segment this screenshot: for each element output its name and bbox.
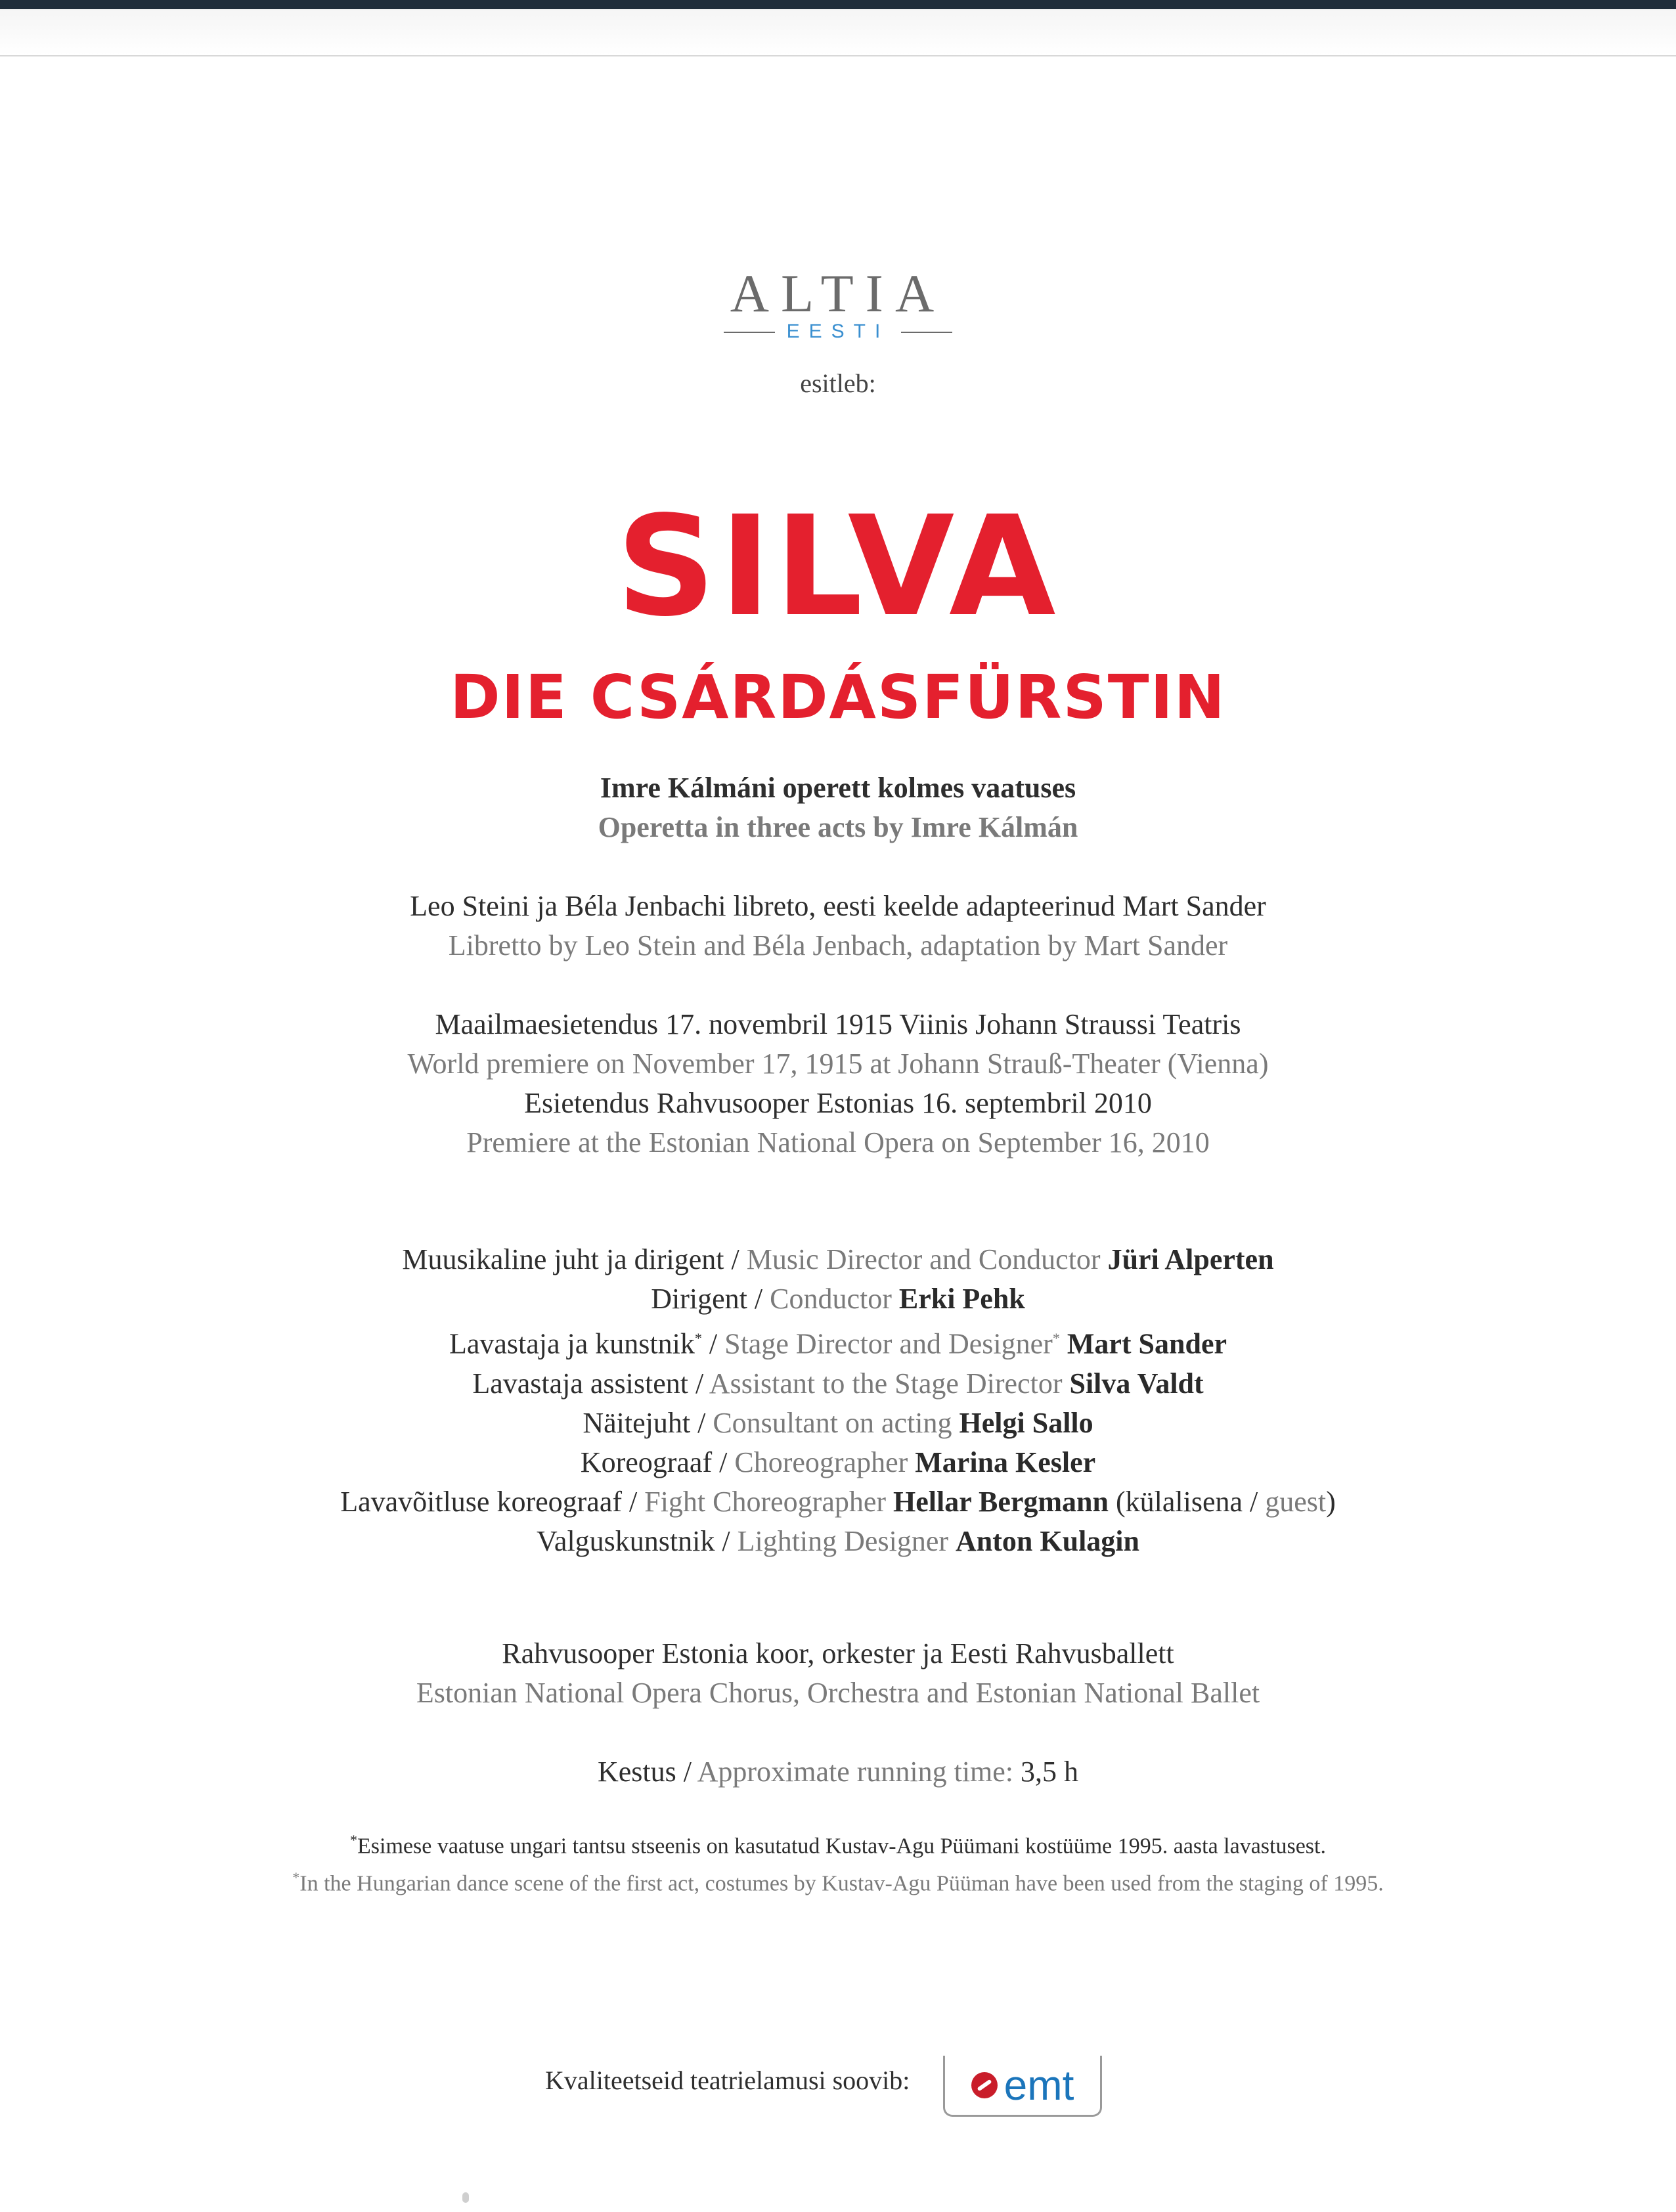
separator: / (719, 1446, 728, 1478)
credit-role-et: Dirigent (651, 1283, 747, 1315)
credit-name: Hellar Bergmann (893, 1485, 1109, 1518)
premiere-block (0, 1005, 1676, 1162)
credits-list (0, 1240, 1676, 1561)
credit-name: Jüri Alperten (1107, 1243, 1274, 1275)
credit-role-en: Fight Choreographer (644, 1485, 887, 1518)
altia-logo-name: ALTIA (730, 263, 946, 323)
local-premiere-en: Premiere at the Estonian National Opera on September 16, 2010 (466, 1126, 1210, 1159)
emt-ladybug-icon (971, 2072, 998, 2098)
footnote-mark: * (694, 1330, 702, 1346)
credit-role-et: Valguskunstnik (537, 1524, 715, 1557)
separator: / (709, 1327, 718, 1360)
credit-role-et: Lavastaja assistent (472, 1367, 688, 1400)
footnotes-block (0, 1825, 1676, 1900)
page-title: SILVA (616, 486, 1060, 647)
separator: / (629, 1485, 638, 1518)
credit-role-et: Lavavõitluse koreograaf (340, 1485, 622, 1518)
guest-open: ( (1115, 1485, 1126, 1518)
altia-logo-sub-text: EESTI (786, 321, 890, 342)
credit-row (0, 1319, 1676, 1364)
credit-row (0, 1482, 1676, 1522)
altia-rule-left (724, 332, 775, 333)
intro-et: Imre Kálmáni operett kolmes vaatuses (600, 772, 1076, 804)
credit-role-en: Conductor (770, 1283, 892, 1315)
footnote-en: In the Hungarian dance scene of the first act, costumes by Kustav-Agu Püüman have been used from the staging of 1995. (299, 1871, 1384, 1896)
credit-role-en: Consultant on acting (713, 1406, 952, 1439)
credit-role-en: Assistant to the Stage Director (709, 1367, 1063, 1400)
credit-name: Marina Kesler (915, 1446, 1096, 1478)
forces-et: Rahvusooper Estonia koor, orkester ja Eesti Rahvusballett (502, 1637, 1174, 1670)
footnote-mark: * (350, 1832, 358, 1848)
local-premiere-et: Esietendus Rahvusooper Estonias 16. septembril 2010 (524, 1087, 1152, 1119)
credit-role-et: Lavastaja ja kunstnik (449, 1327, 695, 1360)
page-subtitle: DIE CSÁRDÁSFÜRSTIN (450, 662, 1226, 732)
guest-et: külalisena (1125, 1485, 1243, 1518)
credit-row (0, 1279, 1676, 1319)
separator: / (697, 1406, 706, 1439)
credit-row (0, 1443, 1676, 1482)
footnote-et: Esimese vaatuse ungari tantsu stseenis on kasutatud Kustav-Agu Püümani kostüüme 1995. aasta lavastusest. (357, 1834, 1326, 1859)
forces-en: Estonian National Opera Chorus, Orchestra and Estonian National Ballet (416, 1677, 1260, 1709)
duration-et: Kestus (597, 1756, 676, 1788)
separator: / (695, 1367, 704, 1400)
presents-text: esitleb: (800, 368, 876, 398)
intro-en: Operetta in three acts by Imre Kálmán (598, 811, 1078, 843)
libretto-et: Leo Steini ja Béla Jenbachi libreto, eesti keelde adapteerinud Mart Sander (410, 890, 1266, 922)
duration-en: Approximate running time: (697, 1756, 1014, 1788)
guest-close: ) (1326, 1485, 1336, 1518)
world-premiere-et: Maailmaesietendus 17. novembril 1915 Viinis Johann Straussi Teatris (435, 1008, 1241, 1040)
sponsor-row (0, 2056, 1676, 2116)
separator: / (731, 1243, 739, 1275)
credit-name: Mart Sander (1067, 1327, 1227, 1360)
credit-row (0, 1522, 1676, 1561)
separator: / (754, 1283, 763, 1315)
credit-role-en: Choreographer (734, 1446, 908, 1478)
duration-value: 3,5 h (1021, 1756, 1079, 1788)
credit-role-et: Näitejuht (583, 1406, 691, 1439)
footnote-et-row (0, 1825, 1676, 1862)
emt-logo-text: emt (1003, 2062, 1074, 2109)
credit-role-et: Muusikaline juht ja dirigent (402, 1243, 724, 1275)
credit-name: Silva Valdt (1069, 1367, 1204, 1400)
credit-row (0, 1404, 1676, 1443)
emt-logo (943, 2056, 1102, 2117)
footnote-mark: * (1052, 1330, 1060, 1346)
world-premiere-en: World premiere on November 17, 1915 at Johann Strauß-Theater (Vienna) (407, 1048, 1269, 1080)
credit-row (0, 1364, 1676, 1404)
footnote-en-row (0, 1862, 1676, 1899)
credit-role-en: Lighting Designer (737, 1524, 948, 1557)
libretto-block (0, 887, 1676, 965)
separator: / (722, 1524, 730, 1557)
altia-rule-right (901, 332, 952, 333)
forces-block (0, 1634, 1676, 1713)
intro-block (0, 768, 1676, 847)
sponsor-text: Kvaliteetseid teatrielamusi soovib: (545, 2066, 910, 2095)
credit-role-et: Koreograaf (580, 1446, 713, 1478)
duration-line (0, 1752, 1676, 1792)
scan-speck (462, 2192, 469, 2203)
credit-name: Anton Kulagin (956, 1524, 1139, 1557)
duration-row (0, 1752, 1676, 1792)
libretto-en: Libretto by Leo Stein and Béla Jenbach, adaptation by Mart Sander (448, 929, 1228, 962)
credit-row (0, 1240, 1676, 1279)
guest-en: guest (1265, 1485, 1327, 1518)
credit-role-en: Music Director and Conductor (746, 1243, 1101, 1275)
footnote-mark: * (292, 1869, 300, 1886)
credit-name: Erki Pehk (898, 1283, 1025, 1315)
credit-role-en: Stage Director and Designer (724, 1327, 1053, 1360)
credit-name: Helgi Sallo (959, 1406, 1093, 1439)
altia-logo-sub (0, 321, 1676, 343)
separator: / (683, 1756, 692, 1788)
separator: / (1250, 1485, 1258, 1518)
